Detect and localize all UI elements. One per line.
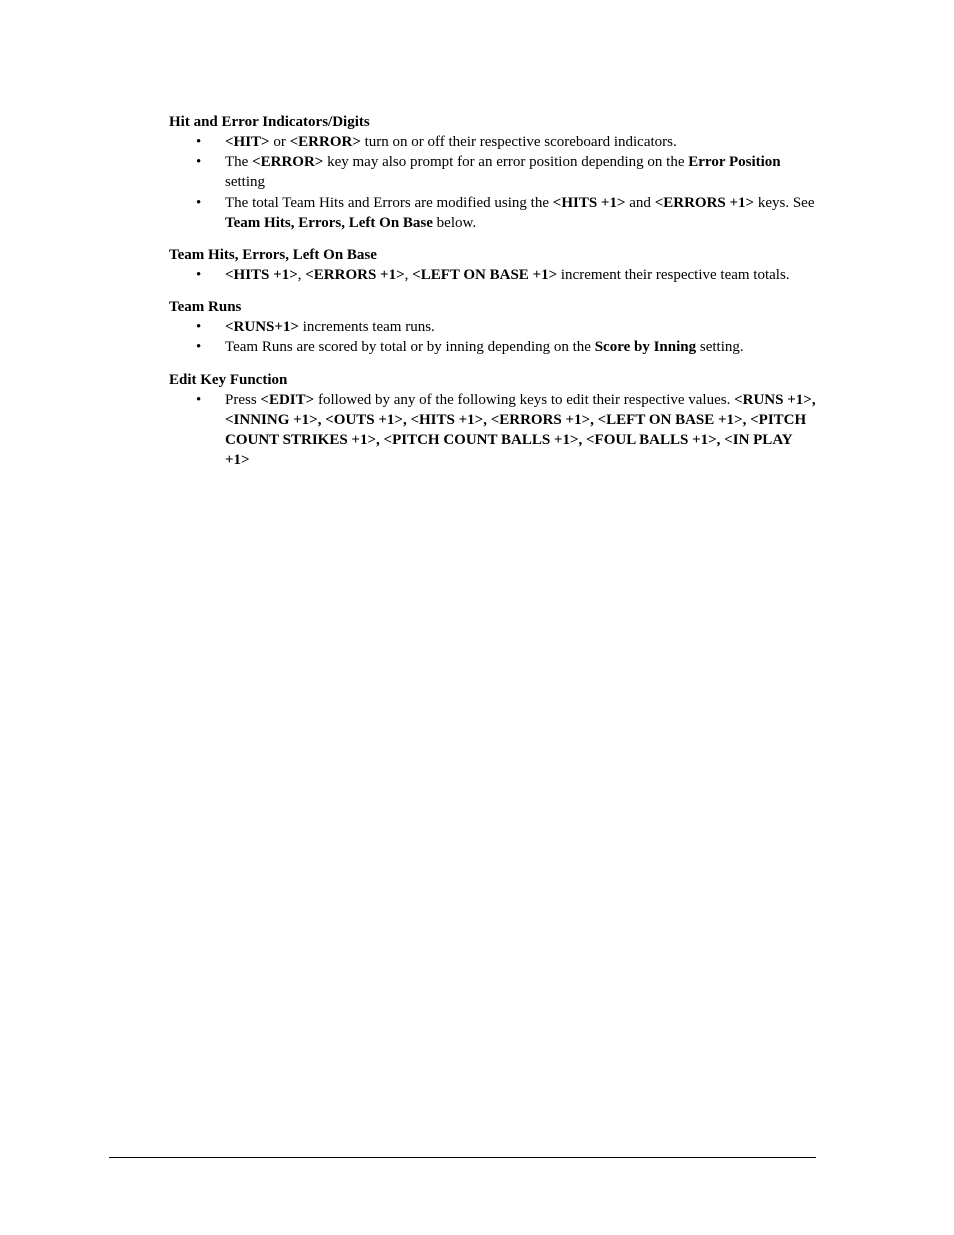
body-text: or (269, 134, 290, 150)
list-item (169, 337, 819, 357)
section-heading: Team Hits, Errors, Left On Base (169, 247, 377, 264)
key-text: <EDIT> (260, 391, 315, 408)
section-edit-key (169, 370, 819, 471)
bullet-icon: • (196, 267, 202, 284)
document-body (169, 112, 819, 482)
bullet-list (169, 390, 819, 471)
bullet-list (169, 132, 819, 233)
section-heading: Team Runs (169, 299, 242, 316)
key-text: <ERROR> (289, 134, 361, 150)
body-text: The (225, 154, 253, 171)
bullet-icon: • (196, 319, 202, 336)
bullet-list (169, 265, 819, 285)
key-text: <HITS +1> (225, 267, 298, 284)
key-text: <RUNS+1> (225, 319, 299, 336)
setting-name: Score by Inning (594, 339, 697, 356)
key-text: <HIT> (225, 134, 270, 150)
list-item (169, 317, 819, 337)
body-text: , (297, 267, 306, 284)
list-item (169, 390, 819, 471)
section-hit-error (169, 112, 819, 233)
cross-reference: Team Hits, Errors, Left On Base (225, 214, 433, 231)
body-text: and (625, 194, 655, 211)
key-text: <ERRORS +1> (305, 267, 405, 284)
body-text: turn on or off their respective scoreboard indicators. (360, 134, 677, 150)
section-heading: Hit and Error Indicators/Digits (169, 114, 370, 130)
body-text: Team Runs are scored by total or by inning depending on the (225, 339, 595, 356)
key-text: <ERROR> (252, 154, 324, 171)
bullet-icon: • (196, 339, 202, 356)
body-text: keys. See (754, 194, 815, 211)
list-item (169, 132, 819, 152)
bullet-icon: • (196, 391, 202, 408)
key-text: <ERRORS +1> (654, 194, 755, 211)
body-text: setting (225, 174, 265, 191)
bullet-icon: • (196, 194, 202, 211)
footer-rule (109, 1157, 816, 1158)
list-item (169, 265, 819, 285)
list-item (169, 193, 819, 233)
bullet-icon: • (196, 134, 202, 150)
bullet-list (169, 317, 819, 357)
key-list: <RUNS +1>, <INNING +1>, <OUTS +1>, <HITS +1>, <ERRORS +1>, <LEFT ON BASE +1>, <PITCH COUNT STRIKES +1>, <PITCH COUNT BALLS +1>, <FOUL BALLS +1>, <IN PLAY +1> (225, 391, 816, 469)
body-text: key may also prompt for an error position depending on the (323, 154, 689, 171)
setting-name: Error Position (688, 154, 781, 171)
section-team-runs (169, 297, 819, 357)
key-text: <LEFT ON BASE +1> (412, 267, 558, 284)
body-text: Press (225, 391, 261, 408)
body-text: The total Team Hits and Errors are modified using the (225, 194, 553, 211)
body-text: , (404, 267, 413, 284)
body-text: increments team runs. (298, 319, 435, 336)
list-item (169, 152, 819, 192)
body-text: increment their respective team totals. (557, 267, 790, 284)
body-text: followed by any of the following keys to edit their respective values. (314, 391, 735, 408)
section-team-hits-errors (169, 245, 819, 285)
body-text: setting. (696, 339, 744, 356)
key-text: <HITS +1> (552, 194, 626, 211)
bullet-icon: • (196, 154, 202, 171)
body-text: below. (432, 214, 477, 231)
section-heading: Edit Key Function (169, 371, 288, 388)
